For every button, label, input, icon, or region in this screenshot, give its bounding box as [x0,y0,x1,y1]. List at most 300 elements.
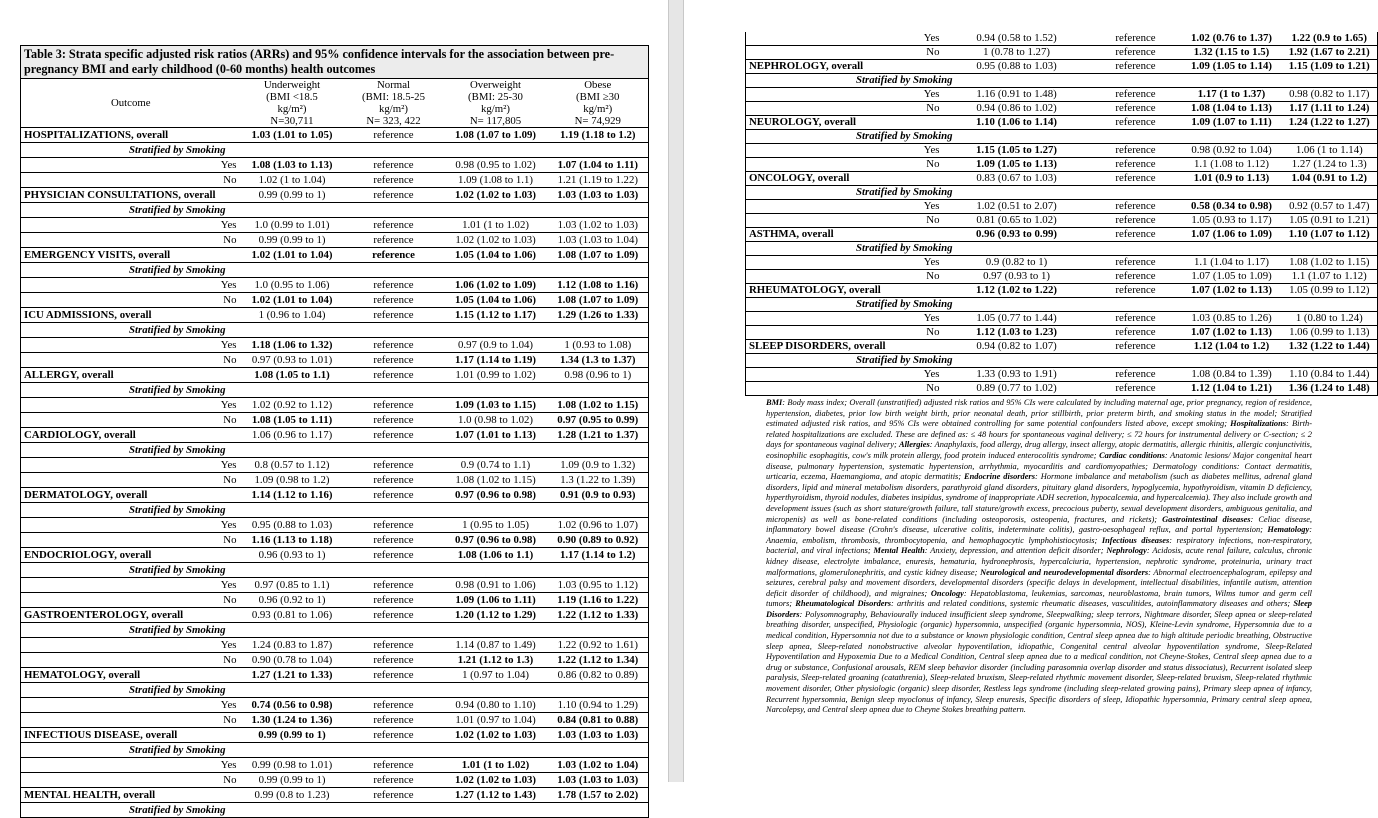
obese-value: 0.90 (0.89 to 0.92) [548,533,649,548]
overweight-value: 0.94 (0.80 to 1.10) [444,698,548,713]
header-outcome: Outcome [21,79,241,128]
smoking-status-label: Yes [21,698,241,713]
normal-value: reference [1090,256,1182,270]
stratified-label: Stratified by Smoking [746,354,1378,368]
smoking-status-label: No [21,473,241,488]
normal-value: reference [344,338,444,353]
normal-value: reference [1090,382,1182,396]
underweight-value: 1.15 (1.05 to 1.27) [944,144,1090,158]
obese-value: 1.32 (1.22 to 1.44) [1282,340,1378,354]
underweight-value: 1 (0.96 to 1.04) [241,308,344,323]
overweight-value: 0.98 (0.91 to 1.06) [444,578,548,593]
obese-value: 1.3 (1.22 to 1.39) [548,473,649,488]
smoking-status-label: No [746,326,944,340]
table-row-strat [21,503,649,518]
outcome-label: ONCOLOGY, overall [746,172,944,186]
table-row-yn [21,338,649,353]
normal-value: reference [1090,200,1182,214]
header-underweight: Underweight (BMI <18.5 kg/m²) N=30,711 [241,79,344,128]
smoking-status-label: Yes [21,458,241,473]
footnote-text: : Birth-related hospitalizations are excluded. These are defined as: ≤ 48 hours for spontaneous vaginal delivery; ≤ 72 hours for instrumental delivery or C-section; ≤ 2 days for spontaneous vaginal delivery; [766,419,1313,450]
table-row-yn [746,102,1378,116]
underweight-value: 1.16 (0.91 to 1.48) [944,88,1090,102]
obese-value: 1.22 (1.12 to 1.34) [548,653,649,668]
underweight-value: 1.08 (1.03 to 1.13) [241,158,344,173]
outcome-label: ICU ADMISSIONS, overall [21,308,241,323]
table-row-overall [21,428,649,443]
smoking-status-label: No [21,233,241,248]
outcome-label: DERMATOLOGY, overall [21,488,241,503]
stratified-label: Stratified by Smoking [21,743,649,758]
obese-value: 0.97 (0.95 to 0.99) [548,413,649,428]
overweight-value: 1.09 (1.07 to 1.11) [1182,116,1282,130]
footnote-term: Rheumatological Disorders [795,599,891,609]
obese-value: 1.08 (1.07 to 1.09) [548,293,649,308]
underweight-value: 1.33 (0.93 to 1.91) [944,368,1090,382]
table-row-yn [21,173,649,188]
smoking-status-label: Yes [21,398,241,413]
table-row-overall [21,128,649,143]
table-row-overall [21,668,649,683]
footnote-term: Hematology [1267,525,1310,535]
normal-value: reference [1090,270,1182,284]
table-row-strat [21,143,649,158]
footnote-term: Endocrine disorders [964,472,1035,482]
table-row-yn [746,46,1378,60]
smoking-status-label: Yes [21,578,241,593]
outcome-label: ASTHMA, overall [746,228,944,242]
normal-value: reference [344,593,444,608]
normal-value: reference [344,473,444,488]
underweight-value: 0.90 (0.78 to 1.04) [241,653,344,668]
smoking-status-label: Yes [21,758,241,773]
obese-value: 1.07 (1.04 to 1.11) [548,158,649,173]
smoking-status-label: No [746,270,944,284]
table-row-strat [21,563,649,578]
overweight-value: 0.97 (0.96 to 0.98) [444,488,548,503]
overweight-value: 1.01 (0.9 to 1.13) [1182,172,1282,186]
obese-value: 1.34 (1.3 to 1.37) [548,353,649,368]
overweight-value: 1.05 (1.04 to 1.06) [444,248,548,263]
normal-value: reference [344,233,444,248]
footnote-text: : Abnormal electroencephalogram, epilepsy and seizures, cerebral palsy and movement disorders, developmental disorders (specific delays in development, intellectual disabilities, infantile autism, attention deficit disorder of childhood), and migraines; [766,567,1312,598]
obese-value: 1.08 (1.07 to 1.09) [548,248,649,263]
overweight-value: 1.14 (0.87 to 1.49) [444,638,548,653]
underweight-value: 0.96 (0.93 to 1) [241,548,344,563]
normal-value: reference [344,713,444,728]
overweight-value: 1.17 (1 to 1.37) [1182,88,1282,102]
stratified-label: Stratified by Smoking [21,143,649,158]
underweight-value: 1.02 (0.51 to 2.07) [944,200,1090,214]
normal-value: reference [344,488,444,503]
table-row-overall [21,248,649,263]
overweight-value: 0.97 (0.96 to 0.98) [444,533,548,548]
footnote-term: Sleep Disorders [766,599,1312,619]
table-row-overall [746,116,1378,130]
normal-value: reference [344,728,444,743]
obese-value: 1.05 (0.91 to 1.21) [1282,214,1378,228]
overweight-value: 1.01 (1 to 1.02) [444,218,548,233]
footnote-text: : Acidosis, acute renal failure, calculus, chronic kidney disease, electrolyte imbalance, enuresis, hematuria, hydronephrosis, hypercalciuria, hypertension, nephrotic syndrome, proteinuria, urinary tract malformations, glomerulonephritis, and cystic kidney disease; [766,546,1312,577]
normal-value: reference [1090,88,1182,102]
table-row-strat [746,186,1378,200]
outcome-label: INFECTIOUS DISEASE, overall [21,728,241,743]
obese-value: 1.03 (0.95 to 1.12) [548,578,649,593]
outcome-label: EMERGENCY VISITS, overall [21,248,241,263]
overweight-value: 1.09 (1.06 to 1.11) [444,593,548,608]
obese-value: 1.03 (1.03 to 1.03) [548,728,649,743]
stratified-label: Stratified by Smoking [21,203,649,218]
overweight-value: 1.07 (1.01 to 1.13) [444,428,548,443]
normal-value: reference [344,578,444,593]
obese-value: 0.91 (0.9 to 0.93) [548,488,649,503]
smoking-status-label: No [21,173,241,188]
table-row-yn [21,533,649,548]
table-row-overall [21,608,649,623]
table-footnote [766,398,1312,716]
overweight-value: 1.12 (1.04 to 1.2) [1182,340,1282,354]
obese-value: 1.10 (0.94 to 1.29) [548,698,649,713]
overweight-value: 1 (0.95 to 1.05) [444,518,548,533]
table-row-yn [746,312,1378,326]
overweight-value: 1.17 (1.14 to 1.19) [444,353,548,368]
underweight-value: 1.12 (1.02 to 1.22) [944,284,1090,298]
underweight-value: 1.02 (1.01 to 1.04) [241,293,344,308]
footnote-text: : Anatomic lesions/ Major congenital heart disease, pulmonary hypertension, systematic hypertension, arrhythmia, myocarditis and cardiomyopathies; Dermatology conditions: Contact dermatitis, urticaria, eczema, Haemangioma, and atopic dermatitis; [766,450,1312,482]
outcome-label: MENTAL HEALTH, overall [21,788,241,803]
smoking-status-label: No [746,214,944,228]
smoking-status-label: Yes [21,338,241,353]
overweight-value: 1.01 (0.99 to 1.02) [444,368,548,383]
overweight-value: 1.07 (1.05 to 1.09) [1182,270,1282,284]
obese-value: 1.22 (0.92 to 1.61) [548,638,649,653]
smoking-status-label: No [746,382,944,396]
obese-value: 1.05 (0.99 to 1.12) [1282,284,1378,298]
normal-value: reference [344,653,444,668]
table-row-strat [21,443,649,458]
underweight-value: 1.09 (1.05 to 1.13) [944,158,1090,172]
underweight-value: 1.02 (1 to 1.04) [241,173,344,188]
table-row-strat [21,803,649,818]
table-row-yn [746,326,1378,340]
obese-value: 1.78 (1.57 to 2.02) [548,788,649,803]
underweight-value: 1.10 (1.06 to 1.14) [944,116,1090,130]
normal-value: reference [1090,368,1182,382]
obese-value: 1 (0.80 to 1.24) [1282,312,1378,326]
overweight-value: 1.08 (1.07 to 1.09) [444,128,548,143]
footnote-text: : Hormone imbalance and metabolism (such as diabetes mellitus, adrenal gland disorders, lipid and mineral metabolism disorders, parathyroid gland disorders, pituitary gland disorders, hypoglycemia, hypothyroidism, vitamin D deficiency, hyperthyroidism, thyroid nodules, diabetes insipidus, syndrome of inappropriate ADH secretion, hypocalcemia, and hypercalcemia). They also include growth and development issues (such as short stature/growth failure, tall stature/growth excess, precocious puberty, sexual development disorders, ambiguous genitalia, and micropenis) as well as bone-related conditions (including osteoporosis, osteopenia, fractures, and rickets); [766,472,1312,524]
smoking-status-label: Yes [746,256,944,270]
obese-value: 1.19 (1.16 to 1.22) [548,593,649,608]
smoking-status-label: Yes [21,638,241,653]
obese-value: 1.22 (0.9 to 1.65) [1282,32,1378,46]
footnote-term: Hospitalizations [1230,419,1287,429]
overweight-value: 1.1 (1.08 to 1.12) [1182,158,1282,172]
table-row-strat [21,323,649,338]
footnote-term: Mental Health [873,546,925,556]
table-header-row [21,79,649,128]
smoking-status-label: No [21,773,241,788]
normal-value: reference [344,428,444,443]
table-row-yn [21,773,649,788]
overweight-value: 1.03 (0.85 to 1.26) [1182,312,1282,326]
outcome-label: SLEEP DISORDERS, overall [746,340,944,354]
obese-value: 0.98 (0.96 to 1) [548,368,649,383]
smoking-status-label: No [21,713,241,728]
header-normal: Normal (BMI: 18.5-25 kg/m²) N= 323, 422 [344,79,444,128]
footnote-term: Neurological and neurodevelopmental disorders [980,567,1149,577]
overweight-value: 1.07 (1.02 to 1.13) [1182,284,1282,298]
underweight-value: 0.9 (0.82 to 1) [944,256,1090,270]
obese-value: 1.03 (1.02 to 1.03) [548,218,649,233]
normal-value: reference [344,413,444,428]
overweight-value: 1.27 (1.12 to 1.43) [444,788,548,803]
outcome-label: ENDOCRIOLOGY, overall [21,548,241,563]
smoking-status-label: Yes [746,200,944,214]
table-row-overall [21,368,649,383]
outcome-label: GASTROENTEROLOGY, overall [21,608,241,623]
underweight-value: 0.99 (0.8 to 1.23) [241,788,344,803]
normal-value: reference [344,218,444,233]
table-title: Table 3: Strata specific adjusted risk ratios (ARRs) and 95% confidence intervals for the association between pre-pregnancy BMI and early childhood (0-60 months) health outcomes [21,46,649,79]
smoking-status-label: Yes [21,278,241,293]
table-row-yn [746,144,1378,158]
obese-value: 1.08 (1.02 to 1.15) [1282,256,1378,270]
normal-value: reference [344,548,444,563]
normal-value: reference [344,608,444,623]
underweight-value: 1.03 (1.01 to 1.05) [241,128,344,143]
overweight-value: 1.08 (1.06 to 1.1) [444,548,548,563]
overweight-value: 1.12 (1.04 to 1.21) [1182,382,1282,396]
obese-value: 1.06 (1 to 1.14) [1282,144,1378,158]
normal-value: reference [1090,340,1182,354]
results-table-right [745,32,1378,396]
smoking-status-label: Yes [746,88,944,102]
table-row-overall [21,488,649,503]
table-row-strat [746,298,1378,312]
underweight-value: 1.02 (1.01 to 1.04) [241,248,344,263]
footnote-term: Cardiac conditions [1099,450,1165,460]
overweight-value: 1.08 (0.84 to 1.39) [1182,368,1282,382]
footnote-text: : Anxiety, depression, and attention deficit disorder; [924,546,1107,556]
footnote-text: : Celiac disease, inflammatory bowel disease (Crohn's disease, ulcerative colitis, indeterminate colitis), gastro-oesophageal reflux, and portal hypertension; [766,514,1313,535]
table-row-yn [21,218,649,233]
overweight-value: 1.02 (1.02 to 1.03) [444,233,548,248]
stratified-label: Stratified by Smoking [21,623,649,638]
overweight-value: 1.32 (1.15 to 1.5) [1182,46,1282,60]
table-row-overall [21,188,649,203]
underweight-value: 1.0 (0.99 to 1.01) [241,218,344,233]
table-row-strat [746,130,1378,144]
normal-value: reference [344,458,444,473]
obese-value: 0.86 (0.82 to 0.89) [548,668,649,683]
footnote-text: : Anaemia, embolism, thrombosis, thrombocytopenia, and hemophagocytic lymphohistiocytosis; [766,525,1312,545]
underweight-value: 0.89 (0.77 to 1.02) [944,382,1090,396]
overweight-value: 0.97 (0.9 to 1.04) [444,338,548,353]
obese-value: 1.03 (1.02 to 1.04) [548,758,649,773]
outcome-label: NEPHROLOGY, overall [746,60,944,74]
table-row-strat [746,242,1378,256]
smoking-status-label: No [21,413,241,428]
overweight-value: 1.06 (1.02 to 1.09) [444,278,548,293]
table-body-left [21,128,649,818]
underweight-value: 0.81 (0.65 to 1.02) [944,214,1090,228]
obese-value: 1.03 (1.03 to 1.03) [548,773,649,788]
page-gutter [668,0,684,782]
overweight-value: 1.05 (0.93 to 1.17) [1182,214,1282,228]
underweight-value: 0.96 (0.93 to 0.99) [944,228,1090,242]
overweight-value: 0.98 (0.95 to 1.02) [444,158,548,173]
footnote-text: : Polysomnography, Behaviourally induced insufficient sleep syndrome, Sleepwalking; sleep terrors, Nightmare disorder, Sleep apnea or sleep-related breathing disorder, unspecified, Physiologic (organic) hypersomnia, unspecified (organic hypersomnia, NOS), Kleine-Levin syndrome, Hypersomnia due to a medical condition, Hypersomnia not due to a substance or known physiologic condition, Central sleep apnea due to high altitude periodic breathing, Obstructive sleep apnea, Sleep-related nonobstructive alveolar hypoventilation, idiopathic, Congenital central alveolar hypoventilation syndrome, Sleep-Related Hypoventilation and Hypoxemia Due to a Medical Condition, Central sleep apnea due to a medical condition, not Cheyne-Stokes, Central sleep apnea due to a drug or substance, Confusional arousals, REM sleep behavior disorder (including parasomnia overlap disorder and status dissociatus), Recurrent isolated sleep paralysis, Sleep-related groaning (catathrenia), Sleep-related bruxism, Sleep-related rhythmic movement disorder, Sleep-related bruxism, Sleep-related rhythmic movement disorder, Other physiologic (organic) sleep disorder, Restless legs syndrome (including sleep-related growing pains), Primary sleep apnea of infancy, Recurrent hypersomnia, Benign sleep myoclonus of infancy, Sleep enuresis, Specific disorders of sleep, Idiopathic hypersomnia, Primary central sleep apnea, Narcolepsy, and Central sleep apnea due to Cheyne Stokes breathing pattern. [766,609,1312,715]
underweight-value: 1.06 (0.96 to 1.17) [241,428,344,443]
obese-value: 0.98 (0.82 to 1.17) [1282,88,1378,102]
normal-value: reference [1090,312,1182,326]
normal-value: reference [344,248,444,263]
obese-value: 1.03 (1.03 to 1.03) [548,188,649,203]
normal-value: reference [344,353,444,368]
underweight-value: 0.99 (0.99 to 1) [241,773,344,788]
obese-value: 1.22 (1.12 to 1.33) [548,608,649,623]
footnote-term: Infectious diseases [1101,535,1170,545]
table-row-yn [21,578,649,593]
outcome-label: NEUROLOGY, overall [746,116,944,130]
table-row-yn [746,200,1378,214]
table-row-overall [746,284,1378,298]
stratified-label: Stratified by Smoking [21,683,649,698]
normal-value: reference [344,698,444,713]
table-row-yn [21,638,649,653]
underweight-value: 0.97 (0.93 to 1) [944,270,1090,284]
outcome-label: HEMATOLOGY, overall [21,668,241,683]
normal-value: reference [344,278,444,293]
underweight-value: 1.30 (1.24 to 1.36) [241,713,344,728]
normal-value: reference [344,173,444,188]
header-obese: Obese (BMI ≥30 kg/m²) N= 74,929 [548,79,649,128]
underweight-value: 1.08 (1.05 to 1.1) [241,368,344,383]
underweight-value: 1.05 (0.77 to 1.44) [944,312,1090,326]
table-row-strat [21,263,649,278]
underweight-value: 0.93 (0.81 to 1.06) [241,608,344,623]
normal-value: reference [344,398,444,413]
stratified-label: Stratified by Smoking [21,563,649,578]
normal-value: reference [344,158,444,173]
table-row-strat [21,383,649,398]
stratified-label: Stratified by Smoking [21,503,649,518]
underweight-value: 0.96 (0.92 to 1) [241,593,344,608]
underweight-value: 1 (0.78 to 1.27) [944,46,1090,60]
obese-value: 0.92 (0.57 to 1.47) [1282,200,1378,214]
table-row-overall [21,548,649,563]
obese-value: 1.10 (0.84 to 1.44) [1282,368,1378,382]
table-row-strat [746,354,1378,368]
table-row-yn [21,413,649,428]
normal-value: reference [344,368,444,383]
footnote-term: Oncology [930,588,964,598]
table-row-yn [21,593,649,608]
table-row-overall [746,228,1378,242]
table-row-yn [746,88,1378,102]
obese-value: 1.12 (1.08 to 1.16) [548,278,649,293]
footnote-term: Gastrointestinal diseases [1162,514,1251,524]
underweight-value: 0.97 (0.85 to 1.1) [241,578,344,593]
footnote-text: : Body mass index; Overall (unstratified) adjusted risk ratios and 95% CIs were calculated by including maternal age, prior pregnancy, region of residence, hypertension, diabetes, prior low birth weight birth, prior neonatal death, prior stillbirth, prior preterm birth, and smoking status in the model; Stratified estimated adjusted risk ratios, and 95% CIs were obtained controlling for same potential confounders listed above, except smoking; [766,398,1312,429]
obese-value: 0.84 (0.81 to 0.88) [548,713,649,728]
obese-value: 1.1 (1.07 to 1.12) [1282,270,1378,284]
table-row-yn [746,256,1378,270]
table-row-yn [21,458,649,473]
normal-value: reference [1090,116,1182,130]
overweight-value: 1.08 (1.02 to 1.15) [444,473,548,488]
overweight-value: 1.02 (0.76 to 1.37) [1182,32,1282,46]
smoking-status-label: Yes [21,158,241,173]
normal-value: reference [1090,172,1182,186]
obese-value: 1.21 (1.19 to 1.22) [548,173,649,188]
underweight-value: 1.24 (0.83 to 1.87) [241,638,344,653]
underweight-value: 0.99 (0.99 to 1) [241,728,344,743]
table-row-overall [746,172,1378,186]
overweight-value: 0.58 (0.34 to 0.98) [1182,200,1282,214]
normal-value: reference [1090,144,1182,158]
normal-value: reference [344,773,444,788]
smoking-status-label: Yes [746,32,944,46]
obese-value: 1 (0.93 to 1.08) [548,338,649,353]
table-row-yn [21,233,649,248]
overweight-value: 1.21 (1.12 to 1.3) [444,653,548,668]
table-row-yn [746,158,1378,172]
obese-value: 1.17 (1.14 to 1.2) [548,548,649,563]
table-row-overall [21,308,649,323]
underweight-value: 0.95 (0.88 to 1.03) [944,60,1090,74]
smoking-status-label: Yes [21,518,241,533]
table-row-yn [21,758,649,773]
obese-value: 1.02 (0.96 to 1.07) [548,518,649,533]
table-row-yn [21,518,649,533]
table-row-yn [21,353,649,368]
table-row-strat [21,683,649,698]
stratified-label: Stratified by Smoking [746,298,1378,312]
obese-value: 1.24 (1.22 to 1.27) [1282,116,1378,130]
smoking-status-label: No [21,533,241,548]
underweight-value: 1.02 (0.92 to 1.12) [241,398,344,413]
smoking-status-label: No [21,353,241,368]
overweight-value: 1.20 (1.12 to 1.29) [444,608,548,623]
table-body-right [746,32,1378,396]
obese-value: 1.03 (1.03 to 1.04) [548,233,649,248]
smoking-status-label: No [746,46,944,60]
table-row-yn [746,382,1378,396]
underweight-value: 1.16 (1.13 to 1.18) [241,533,344,548]
obese-value: 1.06 (0.99 to 1.13) [1282,326,1378,340]
smoking-status-label: No [746,102,944,116]
footnote-term: Nephrology [1106,546,1147,556]
table-row-yn [746,214,1378,228]
normal-value: reference [344,128,444,143]
stratified-label: Stratified by Smoking [21,263,649,278]
overweight-value: 1.07 (1.02 to 1.13) [1182,326,1282,340]
normal-value: reference [344,188,444,203]
overweight-value: 1 (0.97 to 1.04) [444,668,548,683]
normal-value: reference [1090,158,1182,172]
underweight-value: 0.99 (0.99 to 1) [241,188,344,203]
overweight-value: 1.01 (0.97 to 1.04) [444,713,548,728]
overweight-value: 1.02 (1.02 to 1.03) [444,728,548,743]
table-row-yn [21,278,649,293]
results-table-left [20,45,649,818]
overweight-value: 1.01 (1 to 1.02) [444,758,548,773]
normal-value: reference [344,638,444,653]
smoking-status-label: Yes [746,368,944,382]
table-row-yn [21,398,649,413]
